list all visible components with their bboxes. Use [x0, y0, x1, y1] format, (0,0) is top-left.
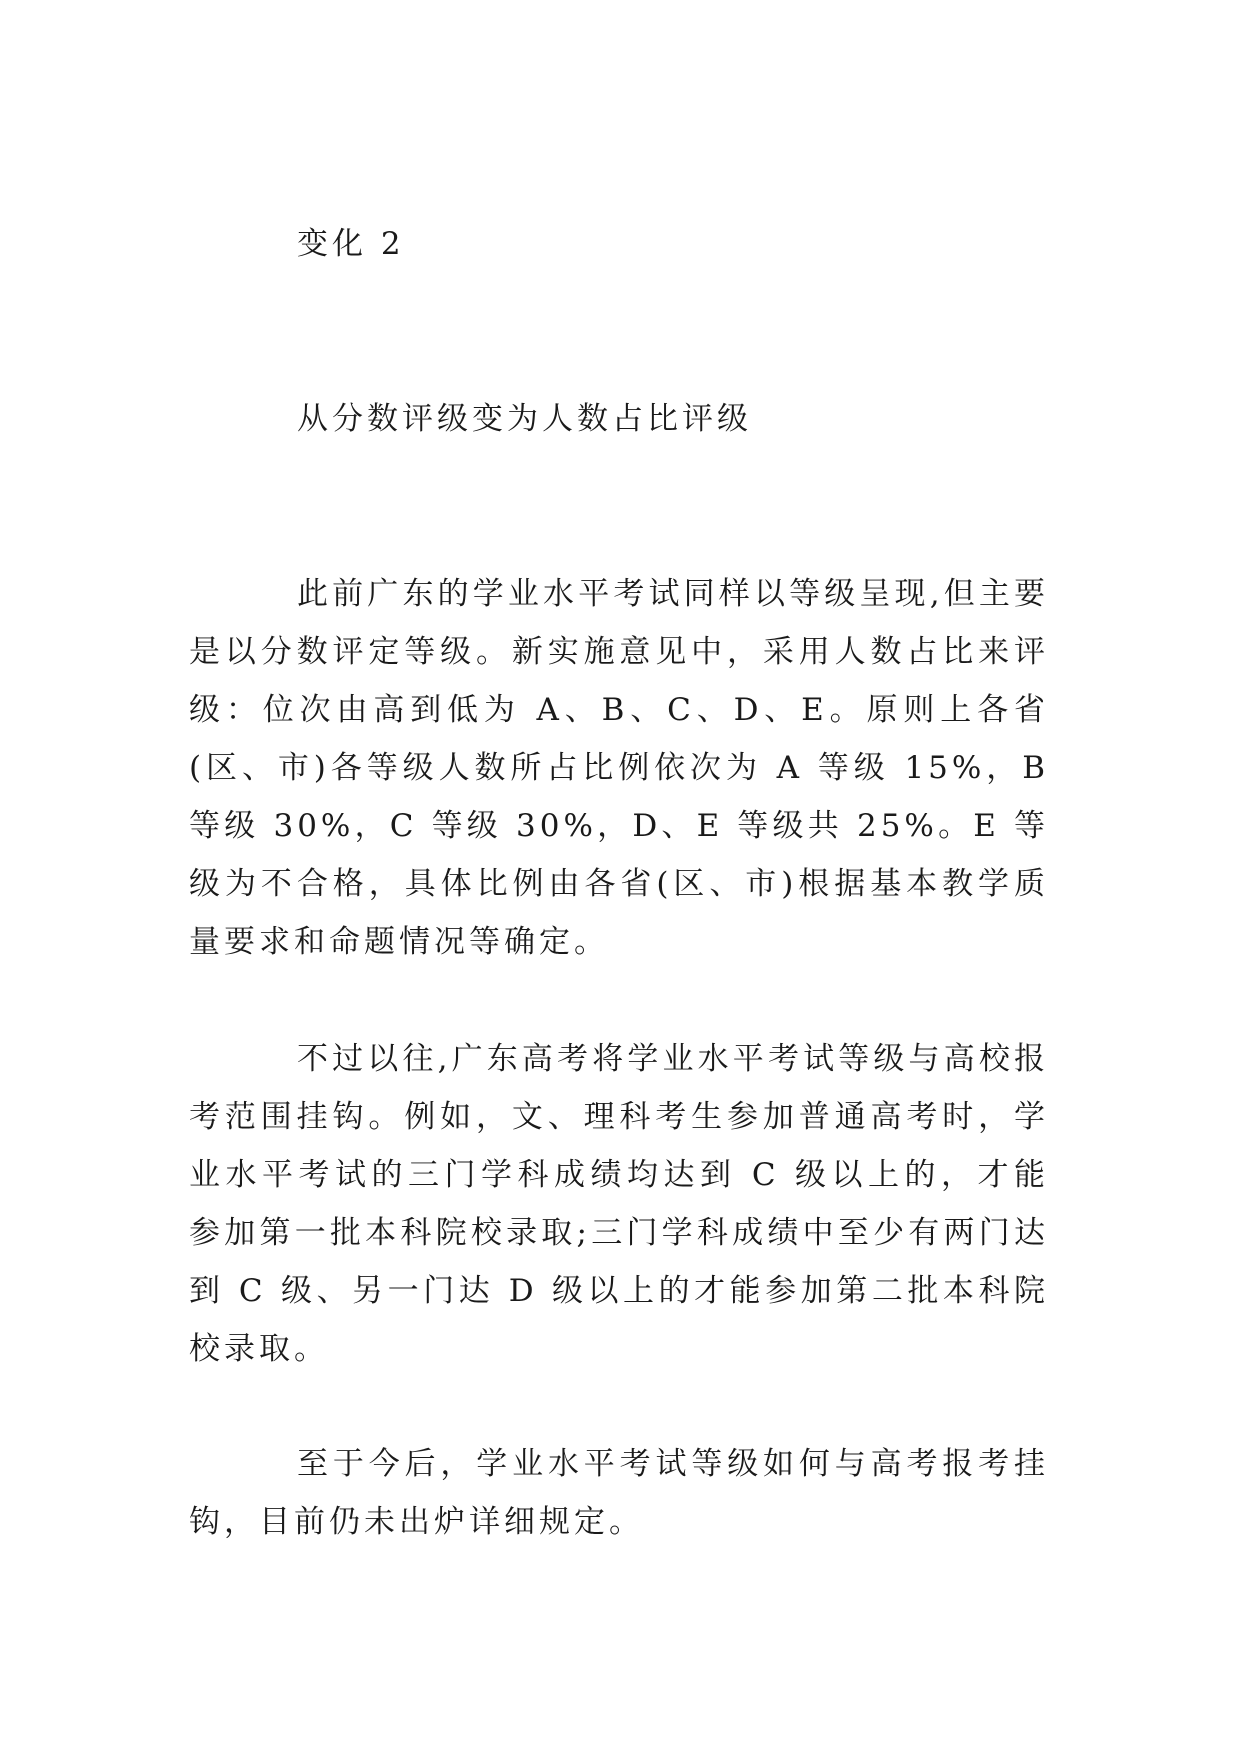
section-subheading: 从分数评级变为人数占比评级 — [297, 401, 752, 437]
paragraph-grading-rules: 此前广东的学业水平考试同样以等级呈现,但主要是以分数评定等级。新实施意见中，采用人数占比来评级：位次由高到低为 A、B、C、D、E。原则上各省(区、市)各等级人数所占比例依次为 A 等级 15%，B 等级 30%，C 等级 30%，D、E 等级共 25%。E 等级为不合格，具体比例由各省(区、市)根据基本教学质量要求和命题情况等确定。 — [189, 576, 1049, 960]
section-heading-change-2: 变化 2 — [297, 226, 405, 262]
paragraph-future: 至于今后，学业水平考试等级如何与高考报考挂钩，目前仍未出炉详细规定。 — [189, 1446, 1049, 1540]
paragraph-past-practice: 不过以往,广东高考将学业水平考试等级与高校报考范围挂钩。例如，文、理科考生参加普通高考时，学业水平考试的三门学科成绩均达到 C 级以上的，才能参加第一批本科院校录取;三门学科成绩中至少有两门达到 C 级、另一门达 D 级以上的才能参加第二批本科院校录取。 — [189, 1041, 1049, 1367]
